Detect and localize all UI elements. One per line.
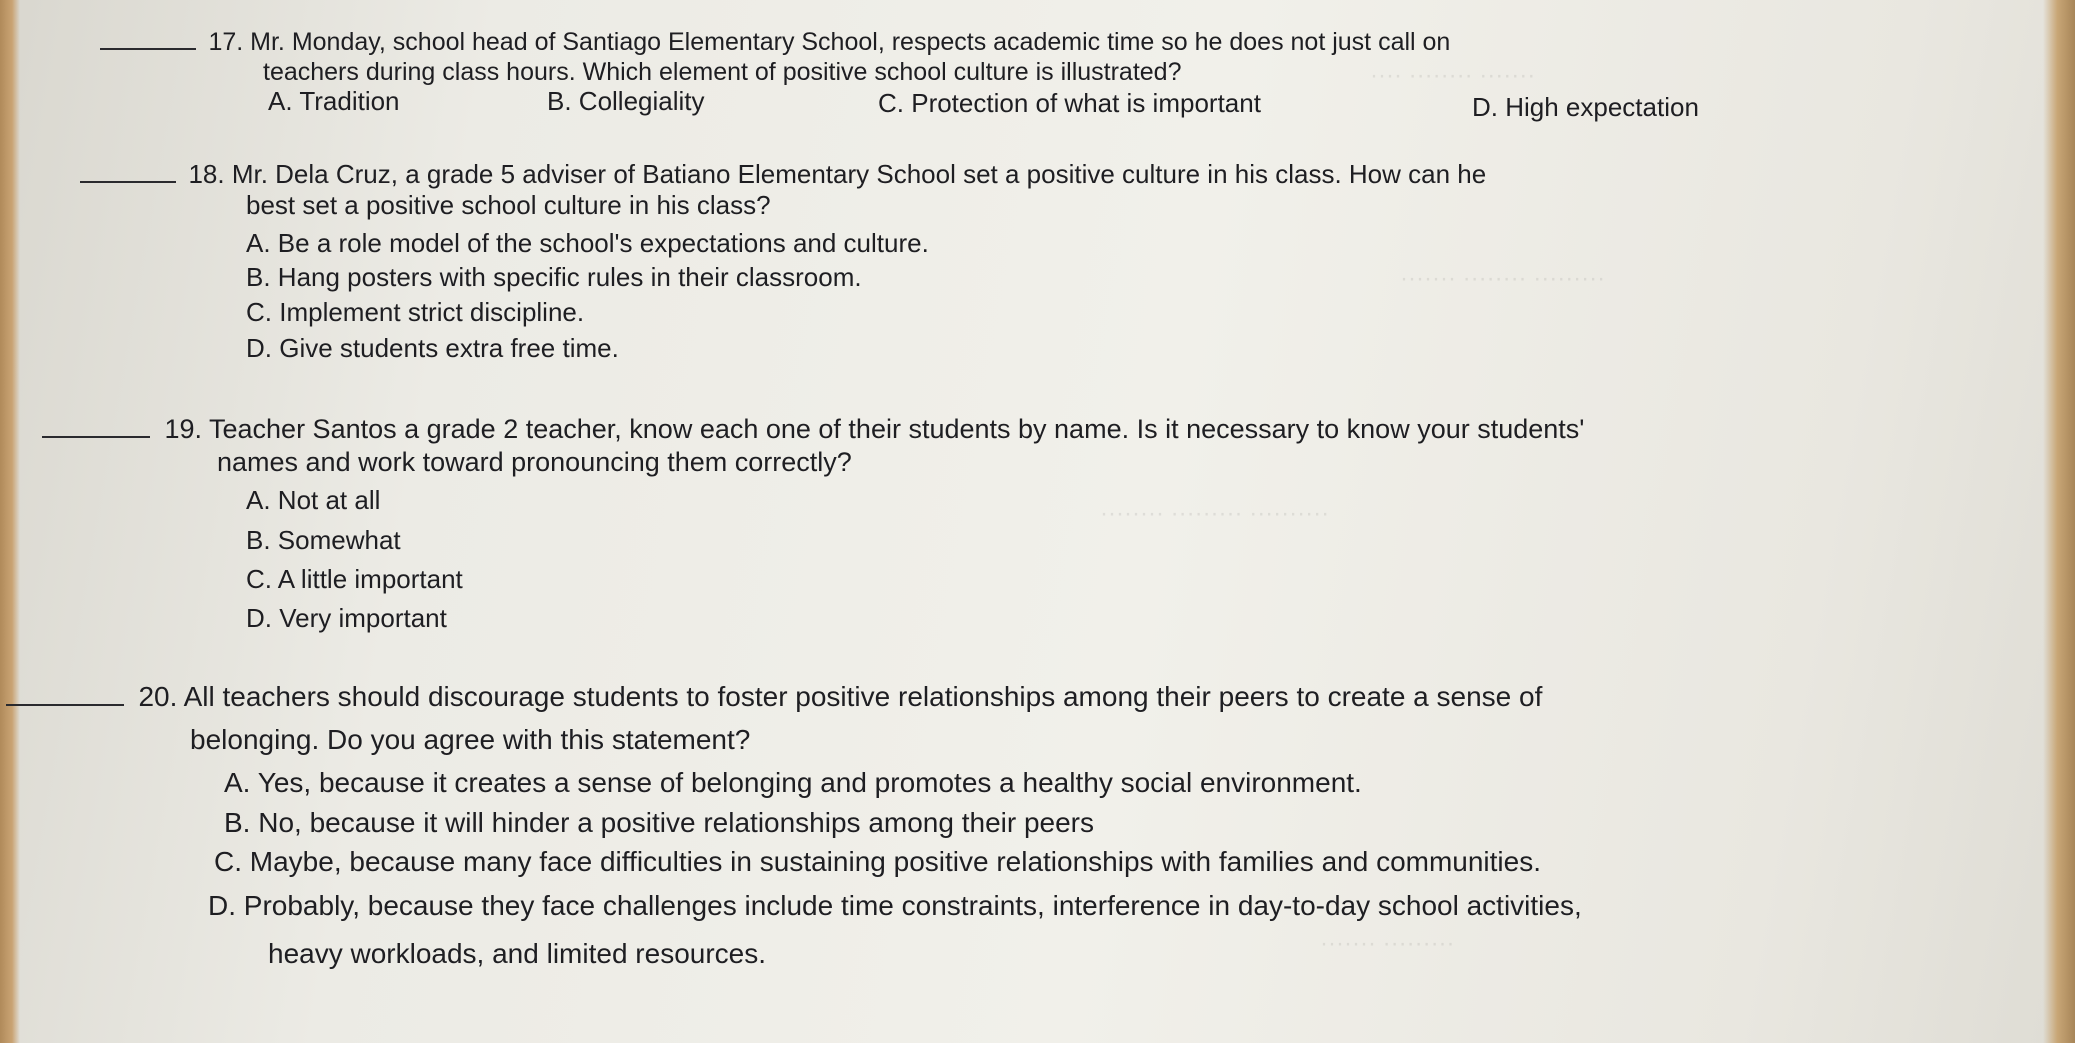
q18-stem-line1: 18. Mr. Dela Cruz, a grade 5 adviser of Batiano Elementary School set a positive culture in his class. How can he (188, 159, 1487, 189)
q20-option-b[interactable]: B. No, because it will hinder a positive relationships among their peers (224, 807, 1095, 838)
q18-stem-line2: best set a positive school culture in his class? (246, 190, 771, 220)
q20-option-c[interactable]: C. Maybe, because many face difficulties in sustaining positive relationships with families and communities. (214, 846, 1542, 877)
q20-line1 (6, 681, 1542, 713)
q20-option-a[interactable]: A. Yes, because it creates a sense of belonging and promotes a healthy social environment. (224, 767, 1362, 798)
q17-line1 (100, 28, 1450, 57)
desk-edge-right (2043, 0, 2075, 1043)
q18-option-c[interactable]: C. Implement strict discipline. (246, 297, 585, 327)
q17-option-c[interactable]: C. Protection of what is important (878, 88, 1261, 118)
q19-stem-line2: names and work toward pronouncing them correctly? (217, 447, 852, 477)
answer-blank-20[interactable] (6, 702, 124, 706)
q19-line1 (42, 414, 1584, 445)
bleed-through-4: ········· ······· (1320, 930, 1455, 957)
q19-option-d[interactable]: D. Very important (246, 603, 447, 633)
q18-option-d[interactable]: D. Give students extra free time. (246, 333, 619, 363)
q19-stem-line1: 19. Teacher Santos a grade 2 teacher, know each one of their students by name. Is it necessary to know your students' (164, 414, 1585, 444)
q19-option-c[interactable]: C. A little important (246, 564, 463, 594)
answer-blank-19[interactable] (42, 434, 150, 438)
q17-stem-line1: 17. Mr. Monday, school head of Santiago Elementary School, respects academic time so he does not just call on (208, 28, 1451, 56)
q20-option-d[interactable]: D. Probably, because they face challenges include time constraints, interference in day-to-day school activities, (208, 890, 1582, 921)
q17-option-a[interactable]: A. Tradition (268, 86, 400, 116)
bleed-through-1: ······· ········ ···· (1370, 62, 1536, 89)
q18-option-b[interactable]: B. Hang posters with specific rules in their classroom. (246, 262, 862, 292)
desk-edge-left (0, 0, 20, 1043)
q19-option-b[interactable]: B. Somewhat (246, 525, 401, 555)
q20-stem-line1: 20. All teachers should discourage students to foster positive relationships among their peers to create a sense of (138, 681, 1543, 712)
q17-option-b[interactable]: B. Collegiality (547, 86, 705, 116)
bleed-through-2: ········· ········ ······· (1400, 265, 1606, 292)
q17-option-d[interactable]: D. High expectation (1472, 92, 1699, 122)
bleed-through-3: ·········· ········· ········ (1100, 500, 1330, 527)
answer-blank-17[interactable] (100, 46, 196, 50)
answer-blank-18[interactable] (80, 179, 176, 183)
q19-option-a[interactable]: A. Not at all (246, 485, 381, 515)
q17-stem-line2: teachers during class hours. Which element of positive school culture is illustrated? (263, 58, 1182, 86)
q18-line1 (80, 159, 1486, 190)
q18-option-a[interactable]: A. Be a role model of the school's expectations and culture. (246, 228, 929, 258)
q20-stem-line2: belonging. Do you agree with this statement? (190, 724, 751, 755)
q20-option-d-line2: heavy workloads, and limited resources. (268, 938, 767, 969)
